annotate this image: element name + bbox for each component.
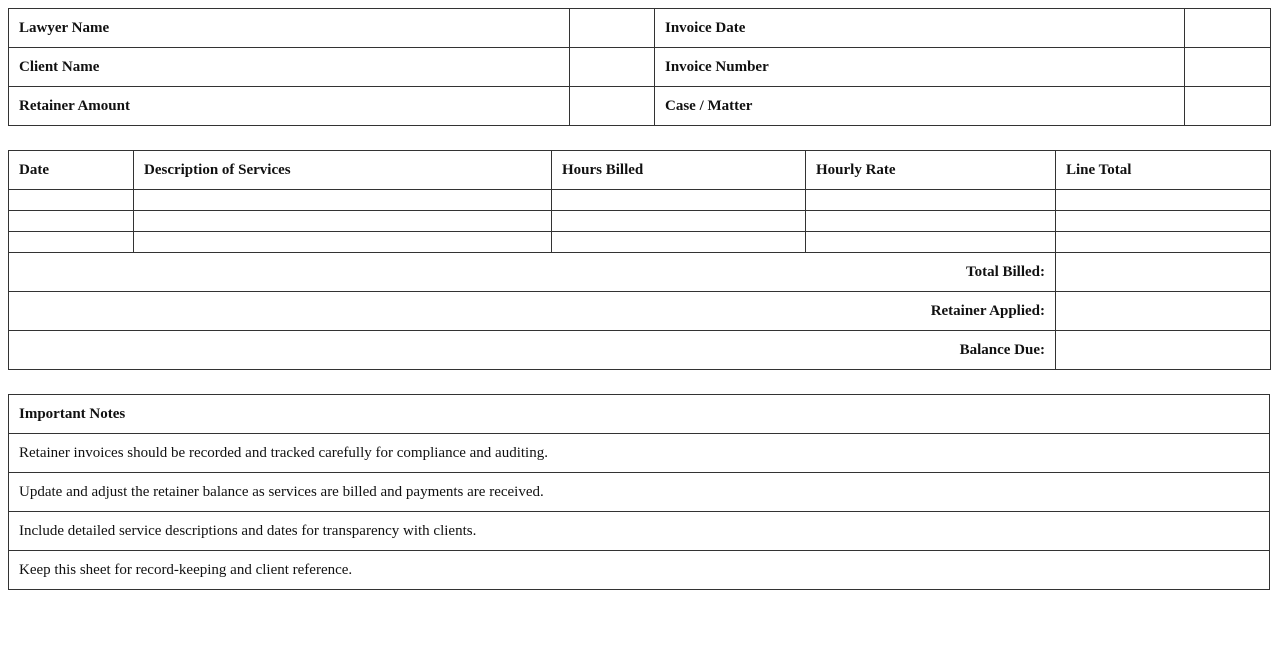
header-description: Description of Services (134, 151, 552, 190)
retainer-amount-field[interactable] (570, 87, 655, 126)
services-table (8, 150, 1271, 370)
date-cell[interactable] (9, 232, 134, 253)
description-cell[interactable] (134, 211, 552, 232)
header-hourly-rate: Hourly Rate (806, 151, 1056, 190)
invoice-number-field[interactable] (1185, 48, 1271, 87)
lawyer-name-label: Lawyer Name (9, 9, 570, 48)
info-row (9, 9, 1271, 48)
note-item: Retainer invoices should be recorded and tracked carefully for compliance and auditing. (9, 434, 1270, 473)
info-row (9, 87, 1271, 126)
date-cell[interactable] (9, 190, 134, 211)
description-cell[interactable] (134, 190, 552, 211)
header-date: Date (9, 151, 134, 190)
case-matter-field[interactable] (1185, 87, 1271, 126)
notes-title: Important Notes (9, 395, 1270, 434)
invoice-date-label: Invoice Date (655, 9, 1185, 48)
notes-table (8, 394, 1270, 590)
summary-row-total-billed (9, 253, 1271, 292)
table-row (9, 211, 1271, 232)
note-item: Keep this sheet for record-keeping and client reference. (9, 551, 1270, 590)
invoice-date-field[interactable] (1185, 9, 1271, 48)
case-matter-label: Case / Matter (655, 87, 1185, 126)
note-item: Update and adjust the retainer balance as services are billed and payments are received. (9, 473, 1270, 512)
lawyer-name-field[interactable] (570, 9, 655, 48)
info-row (9, 48, 1271, 87)
note-item: Include detailed service descriptions and dates for transparency with clients. (9, 512, 1270, 551)
table-row (9, 190, 1271, 211)
total-billed-label: Total Billed: (9, 253, 1056, 292)
line-total-cell[interactable] (1056, 211, 1271, 232)
services-header-row (9, 151, 1271, 190)
line-total-cell[interactable] (1056, 190, 1271, 211)
balance-due-label: Balance Due: (9, 331, 1056, 370)
header-hours-billed: Hours Billed (552, 151, 806, 190)
retainer-applied-field[interactable] (1056, 292, 1271, 331)
rate-cell[interactable] (806, 190, 1056, 211)
summary-row-retainer-applied (9, 292, 1271, 331)
retainer-amount-label: Retainer Amount (9, 87, 570, 126)
client-name-label: Client Name (9, 48, 570, 87)
date-cell[interactable] (9, 211, 134, 232)
table-row (9, 232, 1271, 253)
description-cell[interactable] (134, 232, 552, 253)
total-billed-field[interactable] (1056, 253, 1271, 292)
client-name-field[interactable] (570, 48, 655, 87)
balance-due-field[interactable] (1056, 331, 1271, 370)
hours-cell[interactable] (552, 190, 806, 211)
invoice-info-table (8, 8, 1271, 126)
invoice-number-label: Invoice Number (655, 48, 1185, 87)
line-total-cell[interactable] (1056, 232, 1271, 253)
rate-cell[interactable] (806, 211, 1056, 232)
retainer-applied-label: Retainer Applied: (9, 292, 1056, 331)
hours-cell[interactable] (552, 211, 806, 232)
summary-row-balance-due (9, 331, 1271, 370)
rate-cell[interactable] (806, 232, 1056, 253)
hours-cell[interactable] (552, 232, 806, 253)
header-line-total: Line Total (1056, 151, 1271, 190)
